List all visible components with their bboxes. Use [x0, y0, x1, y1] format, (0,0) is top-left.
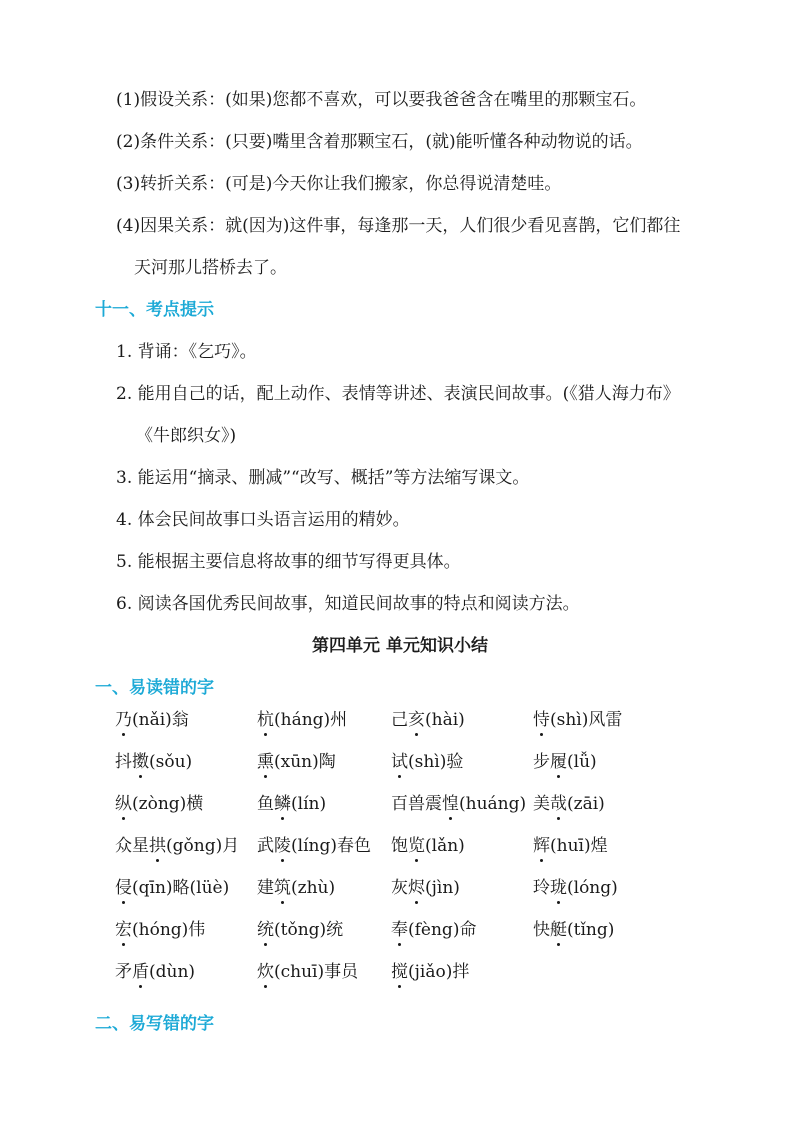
easy-read-row — [115, 792, 715, 834]
easy-read-word — [533, 918, 614, 942]
word-pinyin-suffix: (lǎn) — [425, 836, 465, 856]
dotted-character: 统 — [257, 920, 274, 940]
word-prefix: 己 — [391, 710, 408, 730]
word-pinyin-suffix: (huáng) — [459, 794, 527, 814]
easy-read-word — [257, 792, 326, 816]
word-pinyin-suffix: (jìn) — [425, 878, 460, 898]
word-prefix: 快 — [533, 920, 550, 940]
dotted-character: 搅 — [391, 962, 408, 982]
dotted-character: 陵 — [274, 836, 291, 856]
relation-line-4: (4)因果关系：就(因为)这件事，每逢那一天，人们很少看见喜鹊，它们都往 — [116, 216, 681, 236]
word-pinyin-suffix: (chuī)事员 — [274, 962, 359, 982]
word-pinyin-suffix: (zhù) — [291, 878, 336, 898]
dotted-character: 盾 — [132, 962, 149, 982]
dotted-character: 试 — [391, 752, 408, 772]
word-prefix: 玲 — [533, 878, 550, 898]
dotted-character: 览 — [408, 836, 425, 856]
relation-line-3: (3)转折关系：(可是)今天你让我们搬家，你总得说清楚哇。 — [116, 174, 562, 194]
key-point-4: 4. 体会民间故事口头语言运用的精妙。 — [116, 510, 410, 530]
easy-read-word — [115, 834, 239, 858]
easy-read-word — [257, 960, 358, 984]
easy-read-word — [115, 918, 205, 942]
easy-read-row — [115, 960, 715, 1002]
easy-read-word — [115, 708, 189, 732]
word-pinyin-suffix: (lóng) — [567, 878, 618, 898]
dotted-character: 奉 — [391, 920, 408, 940]
easy-read-word — [391, 708, 465, 732]
word-pinyin-suffix: (líng)春色 — [291, 836, 371, 856]
dotted-character: 鳞 — [274, 794, 291, 814]
dotted-character: 辉 — [533, 836, 550, 856]
easy-read-word — [115, 750, 192, 774]
easy-read-word — [533, 792, 605, 816]
word-pinyin-suffix: (sǒu) — [149, 752, 193, 772]
easy-read-word — [115, 792, 203, 816]
word-pinyin-suffix: (hóng)伟 — [132, 920, 206, 940]
dotted-character: 烬 — [408, 878, 425, 898]
easy-read-row — [115, 918, 715, 960]
word-pinyin-suffix: (dùn) — [149, 962, 196, 982]
word-prefix: 建 — [257, 878, 274, 898]
word-pinyin-suffix: (tǐng) — [567, 920, 615, 940]
dotted-character: 纵 — [115, 794, 132, 814]
word-pinyin-suffix: (qīn)略(lüè) — [132, 878, 230, 898]
easy-read-word — [115, 960, 195, 984]
easy-read-grid — [115, 708, 715, 1002]
easy-read-row — [115, 834, 715, 876]
word-pinyin-suffix: (zòng)横 — [132, 794, 204, 814]
word-prefix: 美 — [533, 794, 550, 814]
easy-read-word — [391, 876, 460, 900]
word-pinyin-suffix: (shì)验 — [408, 752, 464, 772]
unit-summary-title: 第四单元 单元知识小结 — [312, 636, 488, 656]
key-point-1: 1. 背诵：《乞巧》。 — [116, 342, 257, 362]
word-pinyin-suffix: (háng)州 — [274, 710, 348, 730]
easy-read-word — [257, 750, 336, 774]
easy-read-word — [257, 876, 335, 900]
word-pinyin-suffix: (tǒng)统 — [274, 920, 344, 940]
word-prefix: 步 — [533, 752, 550, 772]
easy-read-word — [533, 750, 597, 774]
easy-read-row — [115, 876, 715, 918]
easy-read-word — [391, 834, 465, 858]
dotted-character: 宏 — [115, 920, 132, 940]
dotted-character: 筑 — [274, 878, 291, 898]
word-prefix: 武 — [257, 836, 274, 856]
easy-read-row — [115, 750, 715, 792]
word-pinyin-suffix: (jiǎo)拌 — [408, 962, 470, 982]
dotted-character: 履 — [550, 752, 567, 772]
easy-read-word — [391, 960, 469, 984]
word-prefix: 灰 — [391, 878, 408, 898]
section-heading-easy-write: 二、易写错的字 — [95, 1014, 214, 1034]
word-pinyin-suffix: (hài) — [425, 710, 465, 730]
key-point-2-cont: 《牛郎织女》) — [136, 426, 237, 446]
relation-line-2: (2)条件关系：(只要)嘴里含着那颗宝石，(就)能听懂各种动物说的话。 — [116, 132, 643, 152]
easy-read-word — [257, 834, 371, 858]
word-pinyin-suffix: (huī)煌 — [550, 836, 608, 856]
easy-read-word — [257, 918, 343, 942]
dotted-character: 艇 — [550, 920, 567, 940]
easy-read-word — [533, 876, 618, 900]
easy-read-word — [391, 918, 476, 942]
dotted-character: 拱 — [149, 836, 166, 856]
word-prefix: 抖 — [115, 752, 132, 772]
word-prefix: 百兽震 — [391, 794, 442, 814]
key-point-3: 3. 能运用“摘录、删减”“改写、概括”等方法缩写课文。 — [116, 468, 530, 488]
dotted-character: 恃 — [533, 710, 550, 730]
dotted-character: 乃 — [115, 710, 132, 730]
easy-read-word — [115, 876, 229, 900]
dotted-character: 擞 — [132, 752, 149, 772]
word-pinyin-suffix: (gǒng)月 — [166, 836, 240, 856]
relation-line-4-cont: 天河那儿搭桥去了。 — [134, 258, 287, 278]
word-pinyin-suffix: (zāi) — [567, 794, 605, 814]
easy-read-word — [391, 792, 526, 816]
dotted-character: 惶 — [442, 794, 459, 814]
easy-read-row — [115, 708, 715, 750]
dotted-character: 珑 — [550, 878, 567, 898]
easy-read-word — [533, 834, 608, 858]
dotted-character: 熏 — [257, 752, 274, 772]
easy-read-word — [257, 708, 347, 732]
easy-read-word — [391, 750, 463, 774]
easy-read-word — [533, 708, 622, 732]
key-point-6: 6. 阅读各国优秀民间故事，知道民间故事的特点和阅读方法。 — [116, 594, 580, 614]
relation-line-1: (1)假设关系：(如果)您都不喜欢，可以要我爸爸含在嘴里的那颗宝石。 — [116, 90, 647, 110]
section-heading-key-points: 十一、考点提示 — [95, 300, 214, 320]
dotted-character: 炊 — [257, 962, 274, 982]
word-pinyin-suffix: (nǎi)翁 — [132, 710, 189, 730]
key-point-2: 2. 能用自己的话，配上动作、表情等讲述、表演民间故事。(《猎人海力布》 — [116, 384, 680, 404]
section-heading-easy-read: 一、易读错的字 — [95, 678, 214, 698]
word-pinyin-suffix: (lín) — [291, 794, 327, 814]
word-pinyin-suffix: (lǚ) — [567, 752, 597, 772]
dotted-character: 杭 — [257, 710, 274, 730]
key-point-5: 5. 能根据主要信息将故事的细节写得更具体。 — [116, 552, 461, 572]
word-pinyin-suffix: (shì)风雷 — [550, 710, 623, 730]
word-pinyin-suffix: (xūn)陶 — [274, 752, 336, 772]
word-prefix: 鱼 — [257, 794, 274, 814]
word-prefix: 众星 — [115, 836, 149, 856]
word-prefix: 饱 — [391, 836, 408, 856]
word-pinyin-suffix: (fèng)命 — [408, 920, 477, 940]
dotted-character: 亥 — [408, 710, 425, 730]
dotted-character: 哉 — [550, 794, 567, 814]
word-prefix: 矛 — [115, 962, 132, 982]
dotted-character: 侵 — [115, 878, 132, 898]
